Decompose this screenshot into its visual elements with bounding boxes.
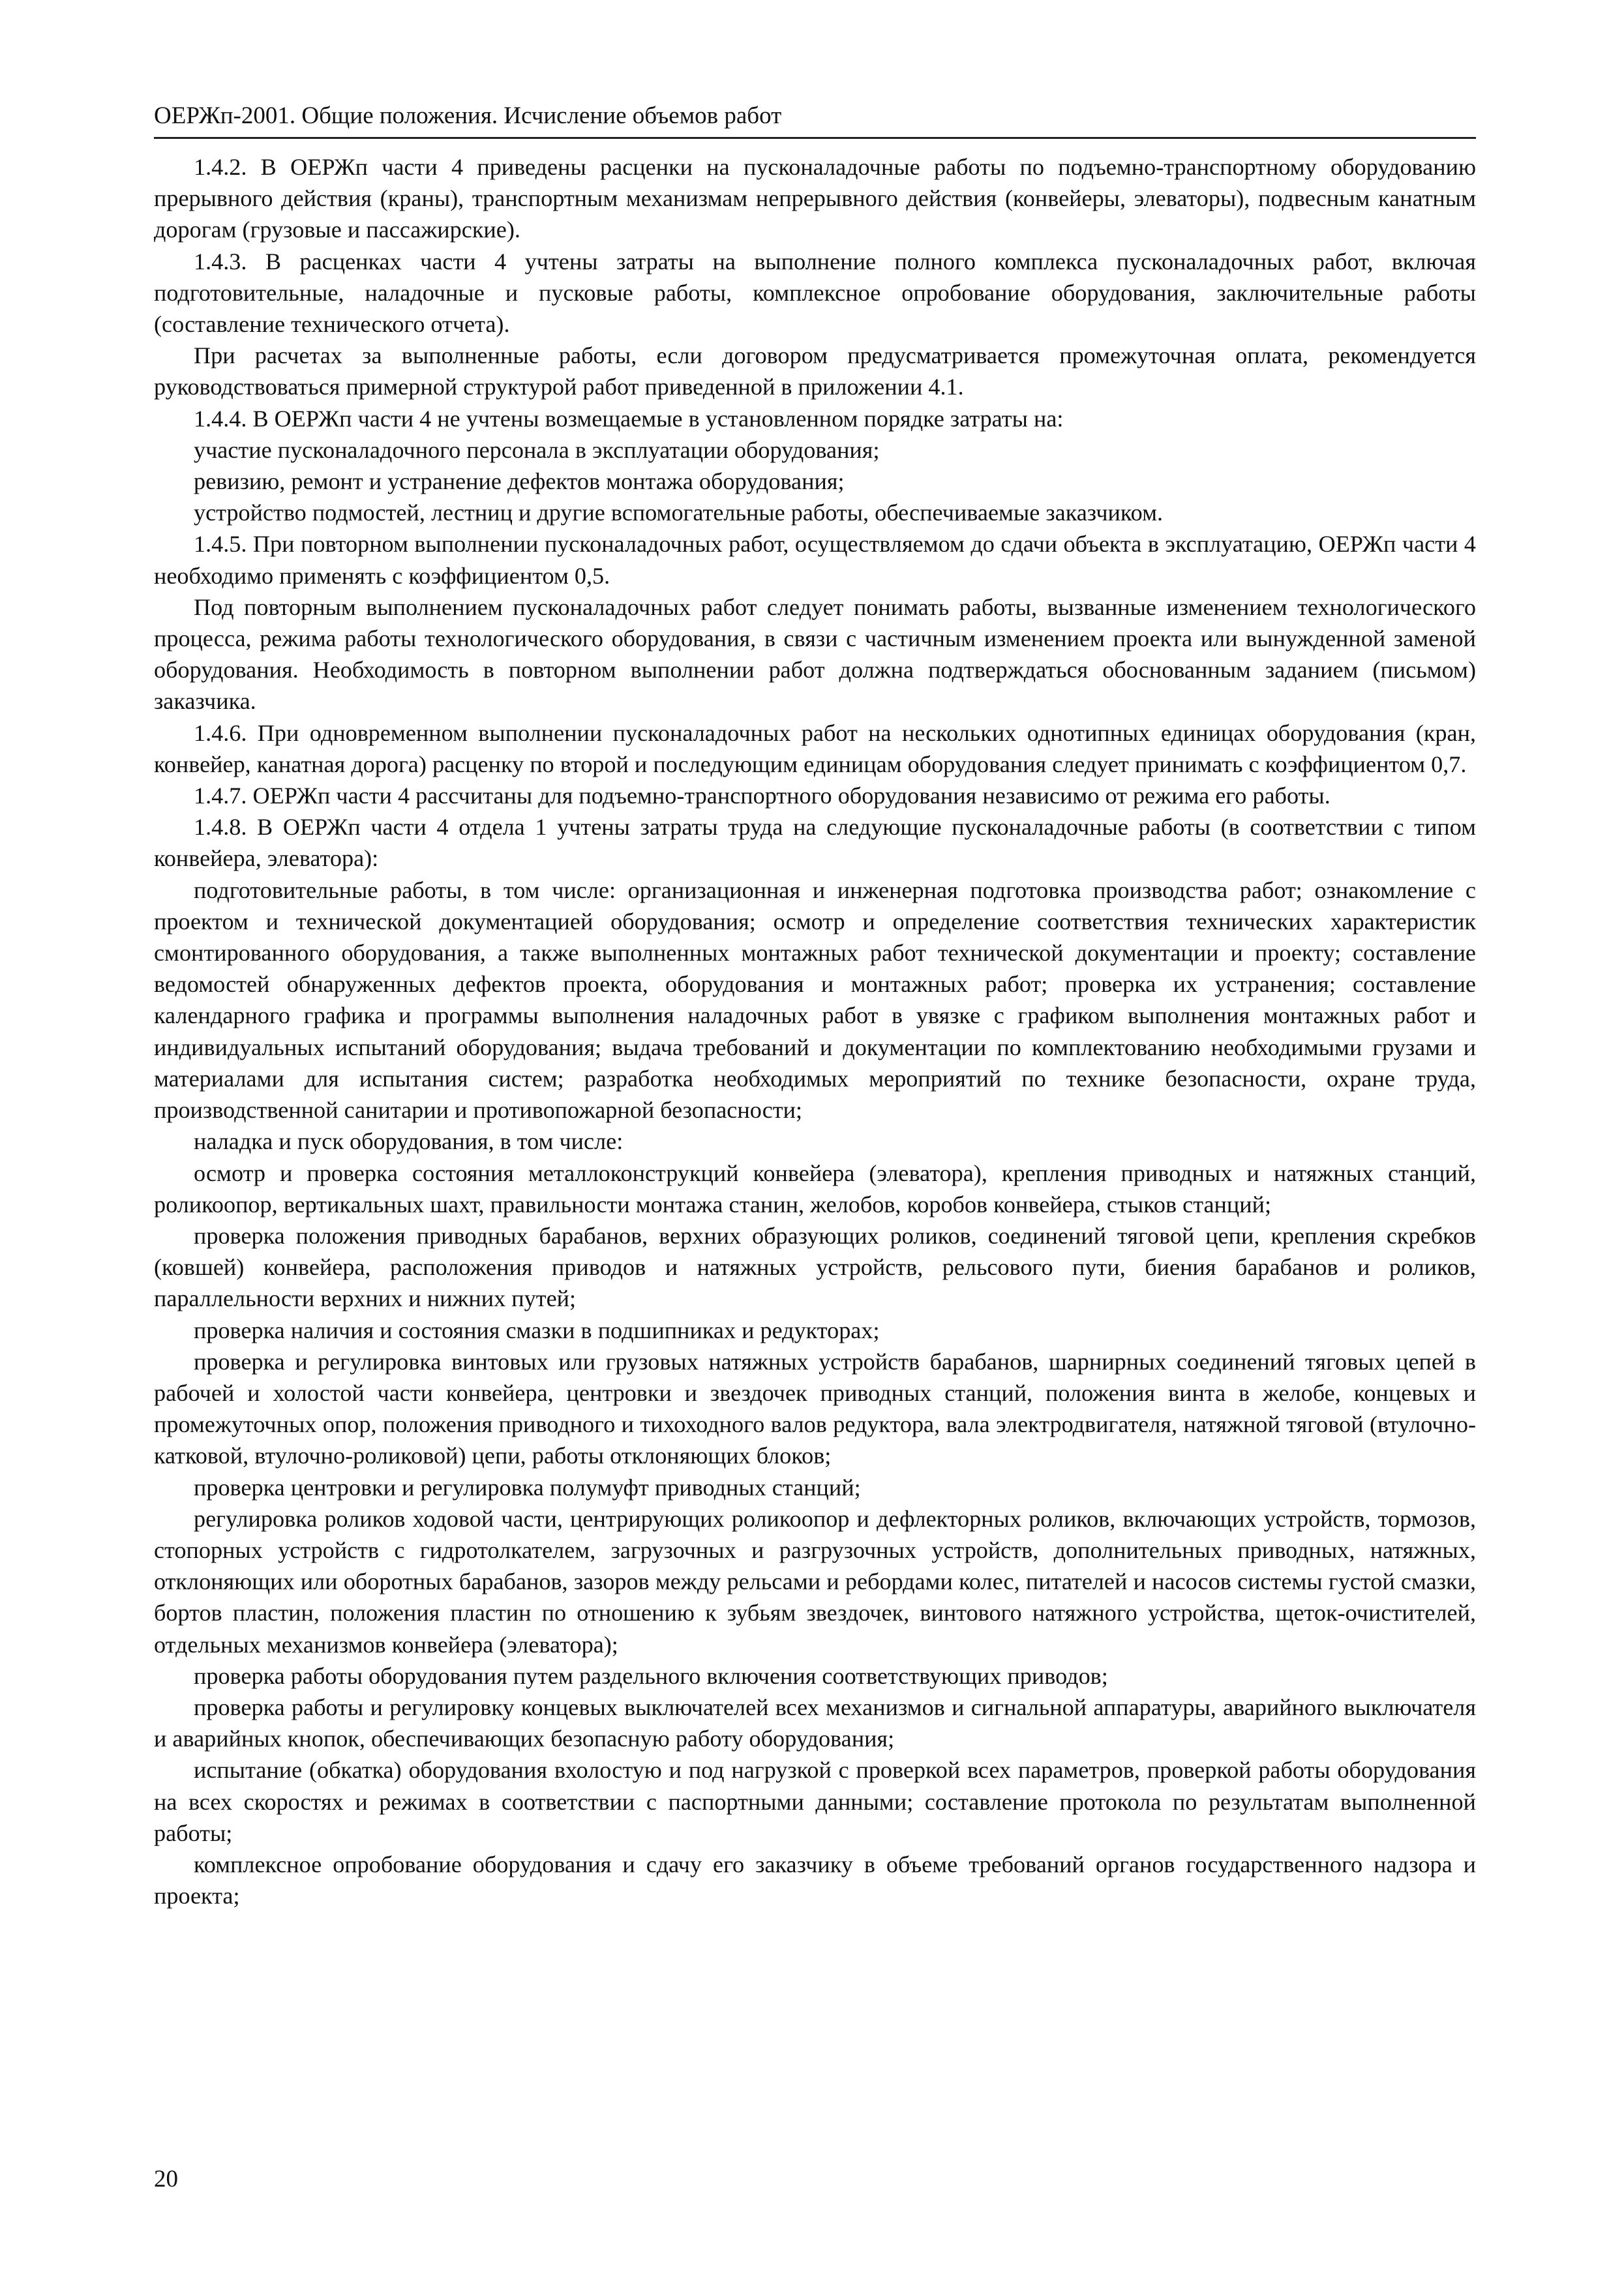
list-item: регулировка роликов ходовой части, центрирующих роликоопор и дефлекторных роликов, включающих устройств, тормозов, стопорных устройств с гидротолкателем, загрузочных и разгрузочных устройств, дополнительных приводных, натяжных, отклоняющих или оборотных барабанов, зазоров между рельсами и ребордами колес, питателей и насосов системы густой смазки, бортов пластин, положения пластин по отношению к зубьям звездочек, винтового натяжного устройства, щеток-очистителей, отдельных механизмов конвейера (элеватора); <box>154 1505 1476 1658</box>
paragraph-1-4-2: 1.4.2. В ОЕРЖп части 4 приведены расценки на пусконаладочные работы по подъемно-транспортному оборудованию прерывного действия (краны), транспортным механизмам непрерывного действия (конвейеры, элеваторы), подвесным канатным дорогам (грузовые и пассажирские). <box>154 154 1476 243</box>
header-title: ОЕРЖп-2001. Общие положения. Исчисление объемов работ <box>154 102 782 129</box>
list-item: проверка наличия и состояния смазки в подшипниках и редукторах; <box>194 1317 880 1343</box>
list-item: устройство подмостей, лестниц и другие вспомогательные работы, обеспечиваемые заказчиком. <box>194 500 1164 526</box>
list-item: участие пусконаладочного персонала в эксплуатации оборудования; <box>194 436 880 463</box>
list-item: осмотр и проверка состояния металлоконструкций конвейера (элеватора), крепления приводных и натяжных станций, роликоопор, вертикальных шахт, правильности монтажа станин, желобов, коробов конвейера, стыков станций; <box>154 1159 1476 1218</box>
list-item: подготовительные работы, в том числе: организационная и инженерная подготовка производства работ; ознакомление с проектом и технической документацией оборудования; осмотр и определение соответствия технических характеристик смонтированного оборудования, а также выполненных монтажных работ технической документации и проекту; составление ведомостей обнаруженных дефектов проекта, оборудования и монтажных работ; проверка их устранения; составление календарного графика и программы выполнения наладочных работ в увязке с графиком выполнения монтажных работ и индивидуальных испытаний оборудования; выдача требований и документации по комплектованию необходимыми грузами и материалами для испытания систем; разработка необходимых мероприятий по технике безопасности, охране труда, производственной санитарии и противопожарной безопасности; <box>154 876 1476 1124</box>
list-item: ревизию, ремонт и устранение дефектов монтажа оборудования; <box>194 468 845 495</box>
paragraph-1-4-4: 1.4.4. В ОЕРЖп части 4 не учтены возмещаемые в установленном порядке затраты на: <box>194 405 1064 432</box>
page-header <box>154 98 1476 139</box>
body-text <box>154 151 1476 1911</box>
list-item: проверка и регулировка винтовых или грузовых натяжных устройств барабанов, шарнирных соединений тяговых цепей в рабочей и холостой части конвейера, центровки и звездочек приводных станций, положения винта в желобе, концевых и промежуточных опор, положения приводного и тихоходного валов редуктора, вала электродвигателя, натяжной тяговой (втулочно-катковой, втулочно-роликовой) цепи, работы отклоняющих блоков; <box>154 1348 1476 1469</box>
paragraph-1-4-5: 1.4.5. При повторном выполнении пусконаладочных работ, осуществляемом до сдачи объекта в эксплуатацию, ОЕРЖп части 4 необходимо применять с коэффициентом 0,5. <box>154 531 1476 589</box>
document-page <box>154 0 1476 2289</box>
page-number: 20 <box>154 2166 178 2192</box>
list-item: наладка и пуск оборудования, в том числе: <box>194 1128 624 1155</box>
paragraph-1-4-6: 1.4.6. При одновременном выполнении пусконаладочных работ на нескольких однотипных единицах оборудования (кран, конвейер, канатная дорога) расценку по второй и последующим единицам оборудования следует принимать с коэффициентом 0,7. <box>154 719 1476 777</box>
paragraph-payment-note: При расчетах за выполненные работы, если договором предусматривается промежуточная оплата, рекомендуется руководствоваться примерной структурой работ приведенной в приложении 4.1. <box>154 342 1476 400</box>
paragraph-1-4-3: 1.4.3. В расценках части 4 учтены затраты на выполнение полного комплекса пусконаладочных работ, включая подготовительные, наладочные и пусковые работы, комплексное опробование оборудования, заключительные работы (составление технического отчета). <box>154 248 1476 338</box>
list-item: проверка центровки и регулировка полумуфт приводных станций; <box>194 1474 861 1501</box>
list-item: проверка работы и регулировку концевых выключателей всех механизмов и сигнальной аппаратуры, аварийного выключателя и аварийных кнопок, обеспечивающих безопасную работу оборудования; <box>154 1694 1476 1752</box>
list-item: комплексное опробование оборудования и сдачу его заказчику в объеме требований органов государственного надзора и проекта; <box>154 1851 1476 1909</box>
list-item: испытание (обкатка) оборудования вхолостую и под нагрузкой с проверкой всех параметров, проверкой работы оборудования на всех скоростях и режимах в соответствии с паспортными данными; составление протокола по результатам выполненной работы; <box>154 1757 1476 1846</box>
paragraph-repeat-definition: Под повторным выполнением пусконаладочных работ следует понимать работы, вызванные изменением технологического процесса, режима работы технологического оборудования, в связи с частичным изменением проекта или вынужденной заменой оборудования. Необходимость в повторном выполнении работ должна подтверждаться обоснованным заданием (письмом) заказчика. <box>154 593 1476 715</box>
list-item: проверка положения приводных барабанов, верхних образующих роликов, соединений тяговой цепи, крепления скребков (ковшей) конвейера, расположения приводов и натяжных устройств, рельсового пути, биения барабанов и роликов, параллельности верхних и нижних путей; <box>154 1222 1476 1312</box>
list-item: проверка работы оборудования путем раздельного включения соответствующих приводов; <box>194 1662 1108 1689</box>
paragraph-1-4-8: 1.4.8. В ОЕРЖп части 4 отдела 1 учтены затраты труда на следующие пусконаладочные работы (в соответствии с типом конвейера, элеватора): <box>154 814 1476 872</box>
paragraph-1-4-7: 1.4.7. ОЕРЖп части 4 рассчитаны для подъемно-транспортного оборудования независимо от режима его работы. <box>194 783 1331 809</box>
